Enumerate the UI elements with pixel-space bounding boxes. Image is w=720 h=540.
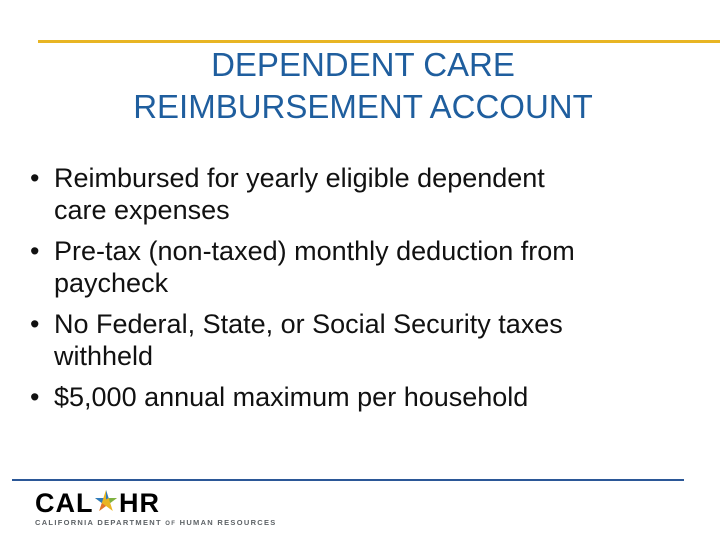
slide-title <box>0 44 720 128</box>
bullet-text-line-2: paycheck <box>54 268 169 298</box>
bullet-text-line-1: No Federal, State, or Social Security taxes <box>54 309 563 339</box>
bullet-icon: • <box>30 382 40 412</box>
bullet-text-line-1: $5,000 annual maximum per household <box>54 382 529 412</box>
bullet-item <box>30 381 710 413</box>
bullet-item <box>30 308 710 372</box>
bullet-item <box>30 235 710 299</box>
top-accent-rule <box>38 40 720 43</box>
bullet-text-line-2: withheld <box>54 341 154 371</box>
calhr-logo-mark <box>35 486 165 518</box>
bullet-icon: • <box>30 163 40 193</box>
footer-rule <box>12 479 684 481</box>
logo-text-cal: CAL <box>35 488 94 518</box>
bullet-icon: • <box>30 309 40 339</box>
logo-text-hr: HR <box>119 488 160 518</box>
bullet-icon: • <box>30 236 40 266</box>
bullet-text-line-1: Pre-tax (non-taxed) monthly deduction from <box>54 236 575 266</box>
bullet-text-line-1: Reimbursed for yearly eligible dependent <box>54 163 545 193</box>
logo-tagline <box>35 518 277 527</box>
bullet-text-line-2: care expenses <box>54 195 230 225</box>
bullet-list <box>30 162 710 422</box>
logo-tagline-part-2: HUMAN RESOURCES <box>179 518 277 527</box>
logo-tagline-part-1: CALIFORNIA DEPARTMENT <box>35 518 162 527</box>
logo-tagline-of: OF <box>165 521 177 527</box>
slide-title-line-2: REIMBURSEMENT ACCOUNT <box>133 88 593 125</box>
slide-title-line-1: DEPENDENT CARE <box>211 46 515 83</box>
bullet-item <box>30 162 710 226</box>
star-icon <box>95 490 117 511</box>
